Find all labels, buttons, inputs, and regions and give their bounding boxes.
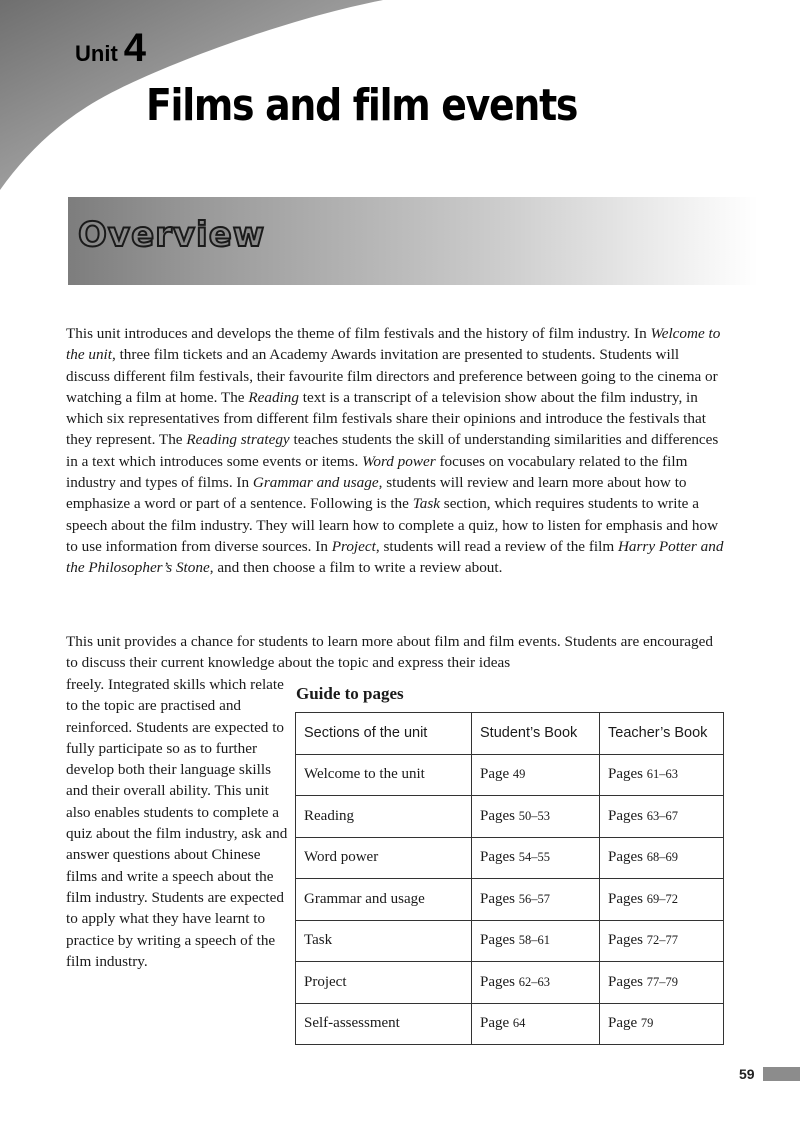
intro-text-run: text is a transcript of a television show about the film industry, in which six representatives from different film festivals share their opinions and introduce the festivals that they represent. The <box>66 388 706 449</box>
section-cell <box>296 1003 472 1045</box>
header-students-book: Student’s Book <box>472 713 600 755</box>
teachers-book-cell <box>600 1003 724 1045</box>
sb-page-range: 49 <box>512 767 526 782</box>
page-number: 59 <box>739 1066 755 1082</box>
tb-page-word: Pages <box>608 807 643 824</box>
sb-page-word: Pages <box>480 890 515 907</box>
section-name: Reading <box>304 807 354 824</box>
guide-header-row <box>296 713 724 755</box>
header-sections: Sections of the unit <box>296 713 472 755</box>
intro-text-run: , and then choose a film to write a review about. <box>209 559 503 577</box>
sb-page-word: Pages <box>480 849 515 866</box>
overview-heading: Overview <box>78 215 266 255</box>
intro-italic-run: Project <box>331 537 376 555</box>
sb-page-word: Page <box>480 766 510 783</box>
intro-italic-run: Task <box>412 495 440 513</box>
unit-number: 4 <box>123 26 147 70</box>
tb-page-word: Page <box>608 1015 638 1032</box>
tb-page-range: 69–72 <box>646 891 678 906</box>
intro-text-run: focuses on vocabulary related to the film industry and types of films. In <box>66 452 688 492</box>
students-book-cell <box>472 754 600 796</box>
students-book-cell <box>472 920 600 962</box>
section-cell <box>296 754 472 796</box>
tb-page-range: 61–63 <box>646 767 678 782</box>
teachers-book-cell <box>600 796 724 838</box>
intro-text-run: , students will review and learn more about how to emphasize a word or part of a sentence. Following is the <box>66 474 687 513</box>
sb-page-word: Page <box>480 1015 510 1032</box>
section-cell <box>296 920 472 962</box>
section-name: Word power <box>304 849 379 866</box>
guide-table <box>295 712 724 1045</box>
table-row <box>296 920 724 962</box>
intro-text-run: section, which requires students to write a speech about the film industry. They will learn how to complete a quiz, how to listen for emphasis and how to use information from diverse sources. In <box>66 495 719 555</box>
students-book-cell <box>472 796 600 838</box>
tb-page-range: 68–69 <box>646 850 678 865</box>
section-cell <box>296 796 472 838</box>
tb-page-word: Pages <box>608 973 643 990</box>
intro-text-run: , students will read a review of the film <box>375 537 618 555</box>
intro-italic-run: Word power <box>362 452 436 470</box>
sb-page-word: Pages <box>480 932 515 949</box>
tb-page-range: 72–77 <box>646 933 678 948</box>
tb-page-word: Pages <box>608 766 643 783</box>
page-title: Films and film events <box>146 80 578 131</box>
tb-page-range: 79 <box>640 1016 654 1031</box>
intro-text-run: teaches students the skill of understanding similarities and differences in a text which introduces some events or items. <box>66 431 719 470</box>
table-row <box>296 837 724 879</box>
second-paragraph: This unit provides a chance for students to learn more about film and film events. Students are encouraged to discuss their current knowledge about the topic and express their ideas <box>66 633 713 672</box>
table-row <box>296 1003 724 1045</box>
sb-page-range: 62–63 <box>518 974 550 989</box>
unit-label <box>75 26 146 71</box>
section-name: Project <box>304 973 347 990</box>
intro-italic-run: Grammar and usage <box>252 474 379 492</box>
table-row <box>296 962 724 1004</box>
section-name: Grammar and usage <box>304 890 425 907</box>
sb-page-range: 64 <box>512 1016 526 1031</box>
section-name: Task <box>304 932 333 949</box>
sb-page-range: 54–55 <box>518 850 550 865</box>
teachers-book-cell <box>600 962 724 1004</box>
section-cell <box>296 837 472 879</box>
section-cell <box>296 962 472 1004</box>
intro-italic-run: Reading strategy <box>186 431 290 449</box>
students-book-cell <box>472 1003 600 1045</box>
teachers-book-cell <box>600 754 724 796</box>
intro-text-run: This unit introduces and develops the theme of film festivals and the history of film industry. In <box>66 325 651 342</box>
section-name: Welcome to the unit <box>304 766 425 783</box>
tb-page-word: Pages <box>608 932 643 949</box>
teachers-book-cell <box>600 879 724 921</box>
guide-title: Guide to pages <box>296 684 404 703</box>
section-name: Self-assessment <box>304 1015 400 1032</box>
intro-text-run: , three film tickets and an Academy Awards invitation are presented to students. Students will discuss different film festivals, their favourite film directors and preference between going to the cinema or watching a film at home. The <box>66 346 718 406</box>
teachers-book-cell <box>600 837 724 879</box>
intro-italic-run: Welcome to the unit <box>66 325 721 364</box>
page-number-bar <box>763 1067 800 1081</box>
side-paragraph: freely. Integrated skills which relate to the topic are practised and reinforced. Students are expected to fully participate so as to further develop both their language skills and their overall ability. This unit also enables students to complete a quiz about the film industry, ask and answer questions about Chinese films and write a speech about the film industry. Students are expected to apply what they have learnt to practice by writing a speech of the film industry. <box>66 676 288 970</box>
intro-italic-run: Harry Potter and the Philosopher’s Stone <box>66 537 724 577</box>
students-book-cell <box>472 837 600 879</box>
unit-word: Unit <box>75 41 118 66</box>
students-book-cell <box>472 962 600 1004</box>
header-teachers-book: Teacher’s Book <box>600 713 724 755</box>
sb-page-word: Pages <box>480 973 515 990</box>
students-book-cell <box>472 879 600 921</box>
sb-page-range: 58–61 <box>518 933 550 948</box>
sb-page-range: 50–53 <box>518 808 550 823</box>
tb-page-range: 63–67 <box>646 808 678 823</box>
tb-page-range: 77–79 <box>646 974 678 989</box>
intro-italic-run: Reading <box>248 388 299 406</box>
intro-paragraph <box>66 323 726 579</box>
table-row <box>296 879 724 921</box>
table-row <box>296 796 724 838</box>
tb-page-word: Pages <box>608 890 643 907</box>
section-cell <box>296 879 472 921</box>
sb-page-word: Pages <box>480 807 515 824</box>
tb-page-word: Pages <box>608 849 643 866</box>
teachers-book-cell <box>600 920 724 962</box>
table-row <box>296 754 724 796</box>
sb-page-range: 56–57 <box>518 891 550 906</box>
overview-banner <box>68 197 758 285</box>
